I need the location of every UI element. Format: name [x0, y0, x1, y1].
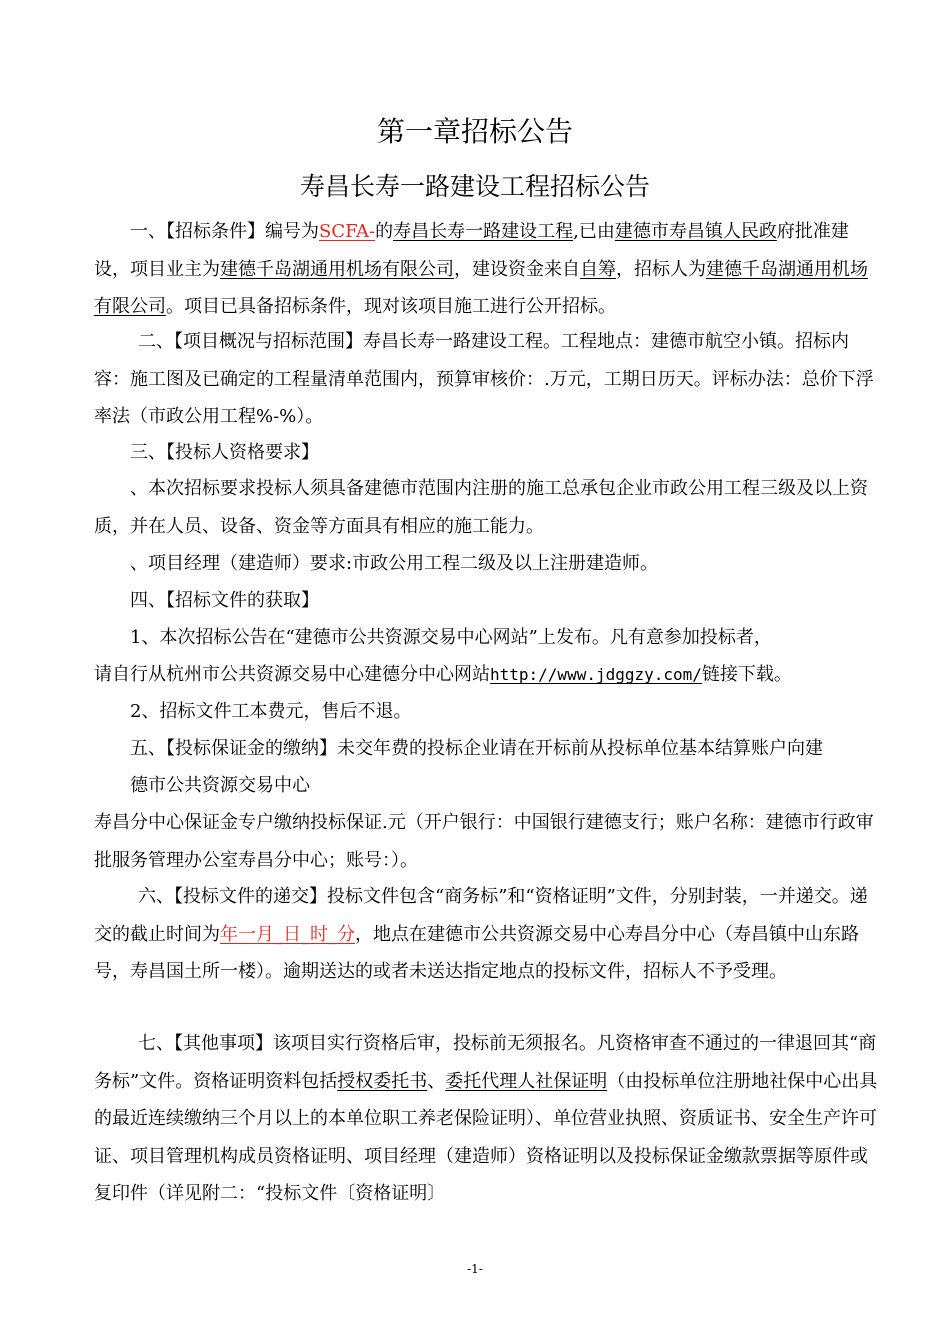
- agent-social-security-proof: 委托代理人社保证明: [445, 1070, 608, 1092]
- text: ，建设资金来自: [454, 258, 580, 280]
- section-7-other-matters: [94, 1025, 884, 1213]
- download-link[interactable]: http://www.jdggzy.com/: [490, 665, 702, 684]
- section-4-item-1-line-1: 1、本次招标公告在“建德市公共资源交易中心网站”上发布。凡有意参加投标者，: [130, 627, 772, 648]
- text: 链接下载。: [701, 664, 792, 685]
- project-name: 寿昌长寿一路建设工程: [393, 221, 574, 242]
- chapter-title: 第一章招标公告: [376, 115, 573, 148]
- page-number: -1-: [467, 1262, 483, 1276]
- text: ,已由: [573, 221, 615, 242]
- section-2-project-overview: 二、【项目概况与招标范围】寿昌长寿一路建设工程。工程地点：建德市航空小镇。招标内容：施工图及已确定的工程量清单范围内，预算审核价：.万元，工期日历天。评标办法：总价下浮率法（市政公用工程%-%）。: [94, 331, 874, 427]
- text: 府批准建设，项目业主为: [94, 221, 849, 280]
- section-3-heading: 三、【投标人资格要求】: [130, 442, 319, 463]
- section-3-item-2: 、项目经理（建造师）要求:市政公用工程二级及以上注册建造师。: [130, 553, 659, 574]
- text: 一、【招标条件】编号为: [130, 221, 319, 242]
- section-5-line-2: 德市公共资源交易中心: [130, 775, 310, 796]
- section-4-item-2: 2、招标文件工本费元，售后不退。: [130, 701, 412, 722]
- section-5-line-1: 五、【投标保证金的缴纳】未交年费的投标企业请在开标前从投标单位基本结算账户向建: [130, 738, 823, 759]
- text: 。项目已具备招标条件，现对该项目施工进行公开招标。: [166, 296, 616, 317]
- section-6-bid-submission: [94, 878, 884, 991]
- power-of-attorney: 授权委托书: [337, 1070, 428, 1092]
- section-4-item-1-line-2: [94, 656, 884, 694]
- funding-source: 自筹: [580, 258, 616, 280]
- approving-government: 建德市寿昌镇人民政: [614, 221, 777, 242]
- section-5-deposit-details: 寿昌分中心保证金专户缴纳投标保证.元（开户银行：中国银行建德支行；账户名称：建德市行政审批服务管理办公室寿昌分中心；账号：）。: [94, 812, 874, 871]
- text: 、: [427, 1070, 446, 1092]
- project-code: SCFA-: [319, 221, 376, 242]
- text: 六、【投标文件的递交】投标文件包含“商务标”和“资格证明”文件，分别封装，一并递交。递交的截止时间为: [94, 886, 868, 945]
- text: 请自行从杭州市公共资源交易中心建德分中心网站: [94, 664, 490, 685]
- section-4-heading: 四、【招标文件的获取】: [130, 590, 319, 611]
- text: 的: [375, 221, 394, 242]
- section-3-item-1: 、本次招标要求投标人须具备建德市范围内注册的施工总承包企业市政公用工程三级及以上资质，并在人员、设备、资金等方面具有相应的施工能力。: [94, 478, 868, 537]
- submission-deadline: 年一月_日_时_分: [220, 923, 355, 945]
- tenderer-name: 建德千岛湖通用机场有限公司: [94, 258, 868, 317]
- text: ，地点在建德市公共资源交易中心寿昌分中心（寿昌镇中山东路号，寿昌国土所一楼）。逾期送达的或者未送达指定地点的投标文件，招标人不予受理。: [94, 923, 859, 982]
- project-owner: 建德千岛湖通用机场有限公司: [220, 258, 454, 280]
- text: （由投标单位注册地社保中心出具的最近连续缴纳三个月以上的本单位职工养老保险证明）、单位营业执照、资质证书、安全生产许可证、项目管理机构成员资格证明、项目经理（建造师）资格证明以及投标保证金缴款票据等原件或复印件（详见附二：“投标文件〔资格证明〕: [94, 1070, 878, 1204]
- text: 七、【其他事项】该项目实行资格后审，投标前无须报名。凡资格审查不通过的一律退回其“商务标”文件。资格证明资料包括: [94, 1033, 877, 1092]
- text: ，招标人为: [616, 258, 706, 280]
- notice-title: 寿昌长寿一路建设工程招标公告: [299, 172, 650, 201]
- section-1-tender-conditions: [94, 213, 884, 326]
